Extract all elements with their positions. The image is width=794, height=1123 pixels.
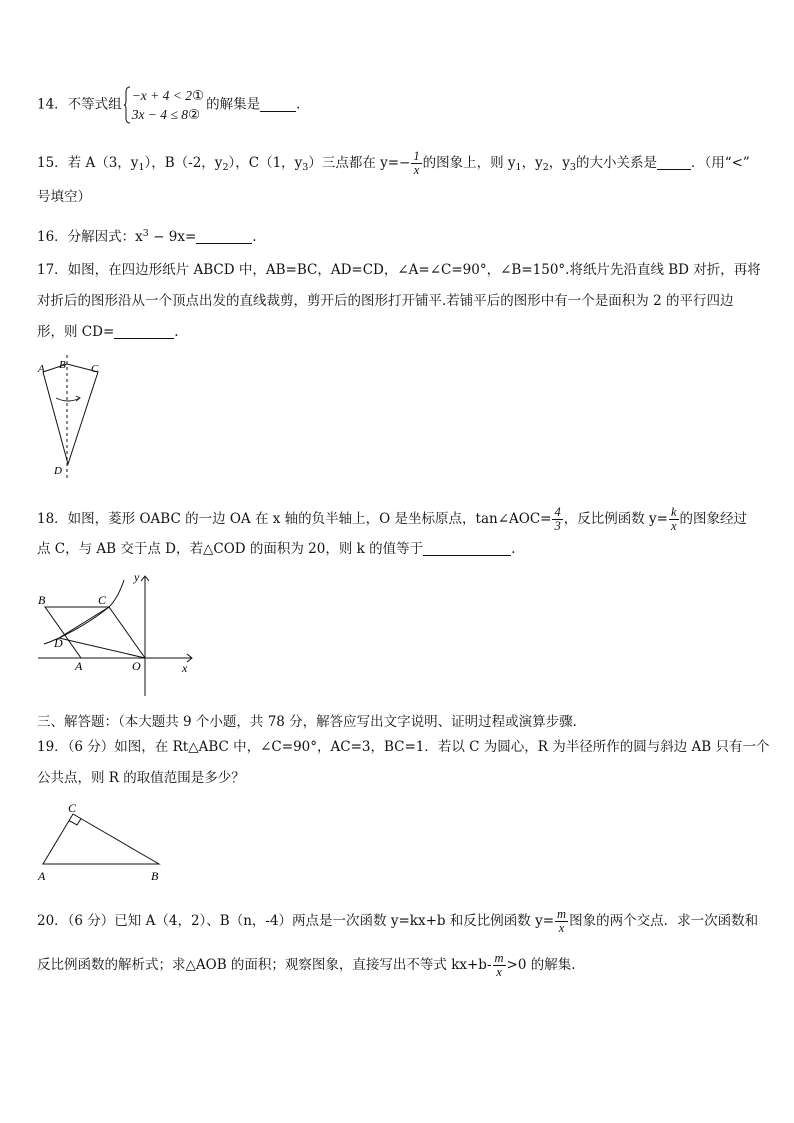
q17-answer-blank — [114, 324, 174, 339]
q14-answer-blank — [260, 97, 296, 112]
q18-line-2: 点 C，与 AB 交于点 D，若△COD 的面积为 20，则 k 的值等于 . — [37, 541, 516, 557]
q16-answer-blank — [196, 229, 252, 244]
q15-answer-blank — [657, 155, 691, 170]
q20-m-fraction-2: $\frac{m}{x}$ — [494, 951, 504, 979]
q18-label-y: y — [134, 570, 140, 584]
q19-triangle-figure — [30, 798, 180, 888]
q18-label-O: O — [132, 659, 141, 673]
q18-label-D: D — [54, 636, 63, 650]
q18-line-1: 18．如图，菱形 OABC 的一边 OA 在 x 轴的负半轴上，O 是坐标原点，tan∠AOC= $\frac{4}{3}$ ，反比例函数 y= $\frac{k}{x}$ 的图象经过 — [37, 505, 748, 533]
q18-label-C: C — [98, 593, 107, 607]
q17-kite-figure — [30, 352, 120, 482]
q15-line-1: 15．若 A（3，$y_1$），B（-2，$y_2$），C（1，$y_3$）三点都在 y=− $\frac{1}{x}$ 的图象上，则 $y_1$，$y_2$，$y_3$的大小关系是 ．（用“<” — [37, 149, 750, 177]
q18-label-B: B — [38, 593, 46, 607]
q14-suffix: 的解集是 — [206, 96, 261, 113]
q20-line-2: 反比例函数的解析式；求△AOB 的面积；观察图象，直接写出不等式 kx+b- $\frac{m}{x}$ >0 的解集. — [37, 951, 576, 979]
q19-line-1: 19．（6 分）如图，在 Rt△ABC 中，∠C=90°，AC=3，BC=1．若以 C 为圆心，R 为半径所作的圆与斜边 AB 只有一个 — [37, 739, 770, 755]
q19-label-B: B — [151, 869, 159, 883]
q17-line-2: 对折后的图形沿从一个顶点出发的直线裁剪，剪开后的图形打开铺平.若铺平后的图形中有一个是面积为 2 的平行四边 — [37, 293, 734, 309]
q16-line: 16．分解因式：$x^3 - 9x=$ . — [37, 228, 257, 245]
q18-rhombus-figure — [30, 568, 200, 700]
q18-label-x: x — [182, 661, 188, 675]
q17-label-C: C — [91, 363, 99, 375]
q20-line-1: 20．（6 分）已知 A（4，2）、B（n，-4）两点是一次函数 y=kx+b 和反比例函数 y= $\frac{m}{x}$ 图象的两个交点．求一次函数和 — [37, 907, 759, 935]
section-3-heading: 三、解答题：（本大题共 9 个小题，共 78 分，解答应写出文字说明、证明过程或演算步骤． — [37, 714, 587, 730]
q17-label-B: B — [59, 359, 66, 371]
q17-line-1: 17．如图，在四边形纸片 ABCD 中，AB=BC，AD=CD，∠A=∠C=90°，∠B=150°.将纸片先沿直线 BD 对折，再将 — [37, 262, 761, 278]
q18-k-fraction: $\frac{k}{x}$ — [670, 505, 677, 533]
q15-fraction: $\frac{1}{x}$ — [413, 149, 420, 177]
q19-label-C: C — [68, 801, 77, 815]
q18-answer-blank — [423, 541, 511, 556]
q20-m-fraction: $\frac{m}{x}$ — [557, 907, 567, 935]
q14-inequality-2: 3x − 4 ≤ 8② — [131, 107, 201, 122]
q18-label-A: A — [75, 659, 83, 673]
q14-inequality-1: −x + 4 < 2① — [131, 88, 205, 103]
q14-prefix: 14．不等式组 — [37, 96, 122, 113]
q17-line-3: 形，则 CD= . — [37, 324, 179, 340]
left-brace-icon — [124, 86, 131, 124]
q17-label-A: A — [38, 363, 45, 375]
q15-line-2: 号填空） — [37, 189, 91, 205]
q18-tan-fraction: $\frac{4}{3}$ — [554, 505, 561, 533]
q14-line: 14．不等式组 −x + 4 < 2① 3x − 4 ≤ 8② 的解集是 ． — [37, 88, 310, 122]
q19-label-A: A — [38, 869, 46, 883]
q17-label-D: D — [54, 465, 62, 477]
q19-line-2: 公共点，则 R 的取值范围是多少？ — [37, 770, 245, 786]
q14-inequality-system — [124, 86, 204, 124]
